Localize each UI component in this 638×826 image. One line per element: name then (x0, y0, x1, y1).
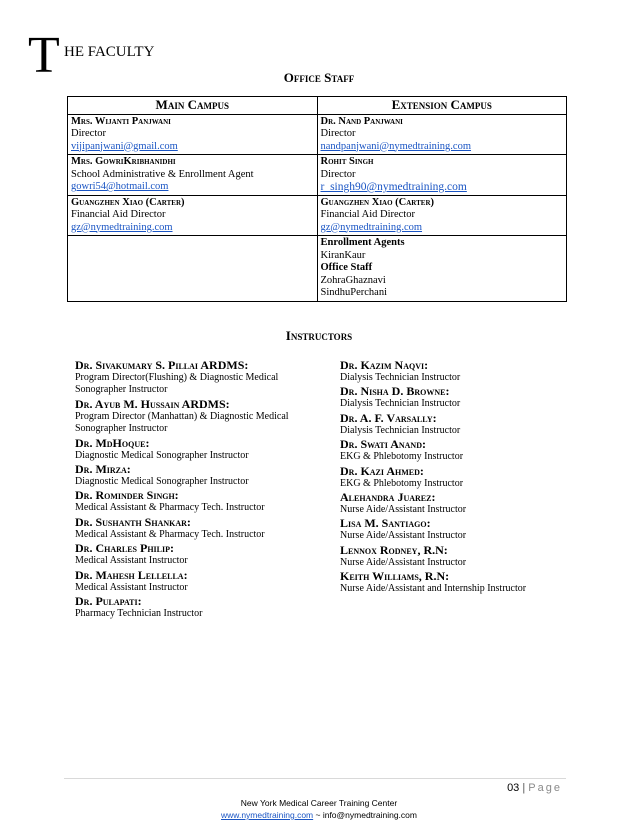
instructor-name: Dr. MdHoque: (75, 435, 150, 450)
office-staff-label: Office Staff (320, 262, 373, 273)
instructor-title: Nurse Aide/Assistant Instructor (340, 530, 467, 542)
drop-cap: T (28, 27, 60, 84)
instructor-entry (75, 397, 325, 436)
instructor-entry (75, 515, 325, 541)
instructor-title: Medical Assistant Instructor (75, 581, 188, 593)
section-title: HE FACULTY (64, 44, 155, 60)
instructor-entry (340, 464, 570, 490)
instructor-name: Lisa M. Santiago: (340, 516, 431, 531)
staff-email-link[interactable]: gz@nymedtraining.com (320, 221, 423, 233)
instructor-entry (340, 411, 570, 437)
instructor-entry (75, 436, 325, 462)
instructor-name: Dr. Rominder Singh: (75, 488, 179, 503)
instructor-name: Dr. Kazim Naqvi: (340, 358, 429, 372)
staff-cell (68, 114, 318, 155)
instructor-title: Diagnostic Medical Sonographer Instructor (75, 476, 249, 488)
instructor-name: Dr. Kazi Ahmed: (340, 463, 424, 478)
instructors-right-column (340, 358, 570, 596)
office-staff-name: ZohraGhaznavi (320, 274, 386, 286)
staff-name: Guangzhen Xiao (Carter) (71, 196, 185, 208)
office-staff-heading: Office Staff (283, 70, 355, 85)
instructor-title: Medical Assistant & Pharmacy Tech. Instructor (75, 502, 265, 514)
staff-cell (68, 155, 318, 196)
instructor-title: Medical Assistant & Pharmacy Tech. Instructor (75, 528, 265, 540)
staff-email-link[interactable]: nandpanjwani@nymedtraining.com (320, 140, 472, 152)
instructor-name: Dr. Swati Anand: (340, 437, 426, 452)
instructor-title: Program Director(Flushing) & Diagnostic Medical Sonographer Instructor (75, 372, 279, 396)
staff-cell (317, 195, 567, 236)
instructor-name: Dr. Ayub M. Hussain ARDMS: (75, 396, 230, 411)
instructor-entry (75, 568, 325, 594)
page-number (507, 782, 562, 794)
instructor-title: Dialysis Technician Instructor (340, 398, 461, 410)
staff-name: Dr. Nand Panjwani (320, 115, 403, 127)
footer-contact (0, 810, 638, 820)
main-campus-heading: Main Campus (68, 97, 318, 115)
instructor-entry (340, 437, 570, 463)
instructor-title: EKG & Phlebotomy Instructor (340, 451, 464, 463)
instructor-title: Nurse Aide/Assistant and Internship Instructor (340, 583, 527, 595)
staff-table-header (68, 97, 567, 115)
instructor-name: Dr. Charles Philip: (75, 541, 175, 556)
staff-email-link[interactable]: gz@nymedtraining.com (71, 221, 173, 233)
staff-table (67, 96, 567, 302)
enrollment-agents-label: Enrollment Agents (320, 237, 405, 248)
staff-name: Mrs. Wijanti Panjwani (71, 115, 171, 127)
instructor-entry (340, 543, 570, 569)
instructor-entry (340, 490, 570, 516)
instructor-entry (340, 516, 570, 542)
staff-cell (68, 195, 318, 236)
instructor-entry (340, 358, 570, 384)
instructor-title: Medical Assistant Instructor (75, 555, 188, 567)
instructor-name: Dr. Sushanth Shankar: (75, 514, 191, 529)
staff-name: Rohit Singh (320, 156, 374, 167)
instructor-title: Dialysis Technician Instructor (340, 424, 461, 436)
instructors-heading: Instructors (285, 328, 353, 343)
table-row (68, 236, 567, 302)
staff-role: Director (320, 128, 356, 139)
footer-tilde: ~ (313, 810, 323, 820)
instructor-title: Nurse Aide/Assistant Instructor (340, 504, 467, 516)
instructor-title: Dialysis Technician Instructor (340, 372, 461, 383)
staff-email-link[interactable]: gowri54@hotmail.com (71, 181, 169, 192)
page-label: Page (528, 782, 562, 794)
instructor-name: Dr. Mirza: (75, 462, 131, 477)
instructor-title: EKG & Phlebotomy Instructor (340, 477, 464, 489)
staff-role: Financial Aid Director (320, 209, 415, 220)
office-staff-name: SindhuPerchani (320, 287, 387, 298)
staff-email-link[interactable]: r_singh90@nymedtraining.com (320, 181, 467, 193)
instructor-title: Nurse Aide/Assistant Instructor (340, 556, 467, 568)
page-number-value: 03 (507, 782, 520, 794)
website-link[interactable]: www.nymedtraining.com (221, 810, 314, 820)
staff-role: School Administrative & Enrollment Agent (71, 168, 254, 180)
staff-cell (317, 236, 567, 302)
page-separator: | (522, 782, 526, 794)
instructor-name: Dr. Sivakumary S. Pillai ARDMS: (75, 358, 249, 372)
staff-email-link[interactable]: vijipanjwani@gmail.com (71, 140, 178, 152)
instructor-title: Diagnostic Medical Sonographer Instructor (75, 449, 249, 461)
instructor-entry (340, 384, 570, 410)
instructor-name: Dr. Nisha D. Browne: (340, 384, 450, 399)
enrollment-agent-name: KiranKaur (320, 249, 366, 261)
instructor-name: Dr. Pulapati: (75, 594, 142, 609)
footer-email: info@nymedtraining.com (322, 810, 417, 820)
empty-cell (68, 236, 318, 302)
instructor-name: Keith Williams, R.N: (340, 569, 450, 584)
footer-divider (64, 778, 566, 779)
instructor-entry (75, 488, 325, 514)
footer-org: New York Medical Career Training Center (240, 798, 398, 808)
instructor-name: Dr. Mahesh Lellella: (75, 567, 188, 582)
instructor-entry (75, 594, 325, 620)
instructor-entry (340, 569, 570, 595)
table-row (68, 114, 567, 155)
staff-role: Director (71, 128, 106, 139)
instructors-left-column (75, 358, 325, 620)
table-row (68, 195, 567, 236)
instructor-entry (75, 358, 325, 397)
staff-name: Guangzhen Xiao (Carter) (320, 196, 435, 208)
instructor-entry (75, 541, 325, 567)
staff-role: Financial Aid Director (71, 209, 166, 220)
staff-cell (317, 155, 567, 196)
instructor-name: Lennox Rodney, R.N: (340, 542, 448, 557)
instructor-title: Pharmacy Technician Instructor (75, 608, 203, 620)
staff-cell (317, 114, 567, 155)
instructor-name: Alehandra Juarez: (340, 490, 436, 505)
staff-role: Director (320, 168, 356, 180)
instructor-title: Program Director (Manhattan) & Diagnostic Medical Sonographer Instructor (75, 410, 289, 435)
staff-name: Mrs. GowriKribhanidhi (71, 156, 176, 167)
instructor-entry (75, 462, 325, 488)
instructor-name: Dr. A. F. Varsally: (340, 410, 437, 425)
extension-campus-heading: Extension Campus (317, 97, 567, 115)
table-row (68, 155, 567, 196)
